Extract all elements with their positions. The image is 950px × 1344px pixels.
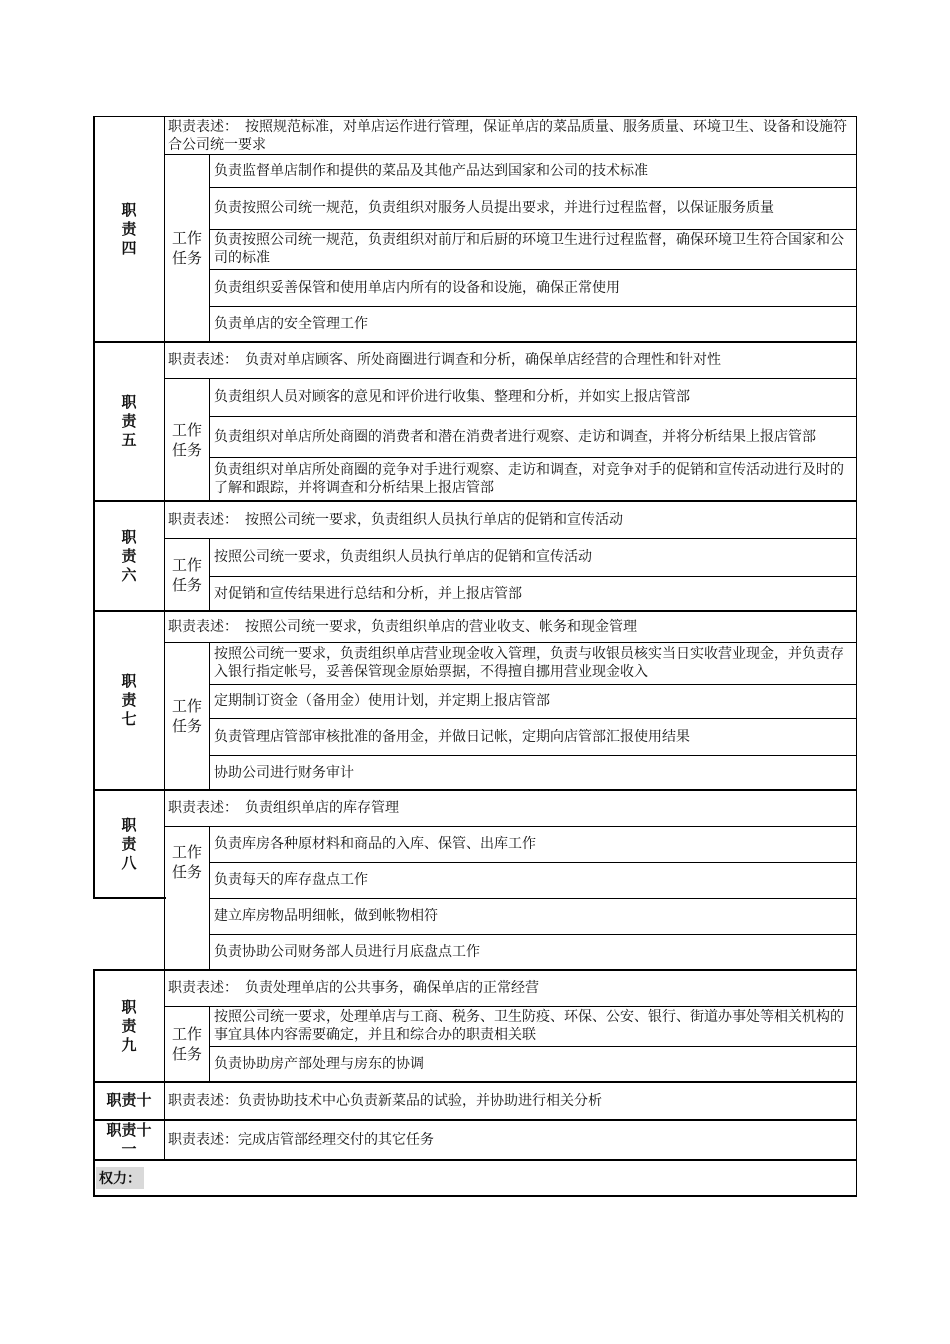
rule xyxy=(93,1195,857,1197)
task-item: 负责监督单店制作和提供的菜品及其他产品达到国家和公司的技术标准 xyxy=(214,162,648,179)
task-item: 按照公司统一要求，负责组织单店营业现金收入管理，负责与收银员核实当日实收营业现金，并负责存入银行指定帐号，妥善保管现金原始票据，不得擅自挪用营业现金收入 xyxy=(214,646,844,680)
rule xyxy=(209,154,210,342)
rule xyxy=(210,862,856,863)
task-item: 负责组织人员对顾客的意见和评价进行收集、整理和分析，并如实上报店管部 xyxy=(214,389,690,405)
task-label: 工作任务 xyxy=(171,555,202,594)
rule xyxy=(93,897,166,899)
task-item: 按照公司统一要求，负责组织人员执行单店的促销和宣传活动 xyxy=(214,549,592,565)
duty-statement: 职责表述： 负责组织单店的库存管理 xyxy=(168,800,399,816)
duty-statement: 职责表述： 按照公司统一要求，负责组织人员执行单店的促销和宣传活动 xyxy=(168,511,623,528)
task-item: 负责库房各种原材料和商品的入库、保管、出库工作 xyxy=(214,836,536,852)
task-item: 负责协助公司财务部人员进行月底盘点工作 xyxy=(214,944,480,960)
rule xyxy=(93,116,95,898)
power-label: 权力： xyxy=(96,1167,144,1189)
task-item: 负责管理店管部审核批准的备用金，并做日记帐，定期向店管部汇报使用结果 xyxy=(214,728,690,745)
task-label: 工作任务 xyxy=(171,420,202,459)
rule xyxy=(93,610,857,612)
task-label: 工作任务 xyxy=(171,697,202,735)
rule xyxy=(93,969,857,971)
duty-label: 职责七 xyxy=(121,672,137,728)
rule xyxy=(210,755,856,756)
rule xyxy=(210,416,856,417)
task-item: 负责协助房产部处理与房东的协调 xyxy=(214,1056,424,1072)
rule xyxy=(209,642,210,790)
rule xyxy=(164,826,856,827)
rule xyxy=(164,642,856,643)
power-row xyxy=(94,1160,856,1196)
task-item: 负责按照公司统一规范，负责组织对服务人员提出要求，并进行过程监督，以保证服务质量 xyxy=(214,200,774,216)
rule xyxy=(209,378,210,501)
rule xyxy=(209,538,210,611)
task-label: 工作任务 xyxy=(171,1025,202,1063)
duty-label: 职责四 xyxy=(121,201,137,257)
rule xyxy=(210,269,856,270)
rule xyxy=(93,1081,857,1083)
duty-label: 职责五 xyxy=(121,393,137,449)
task-item: 建立库房物品明细帐，做到帐物相符 xyxy=(214,908,438,924)
rule xyxy=(93,1159,857,1161)
rule xyxy=(93,1119,857,1121)
rule xyxy=(210,457,856,458)
task-item: 按照公司统一要求，处理单店与工商、税务、卫生防疫、环保、公安、银行、街道办事处等相关机构的事宜具体内容需要确定，并且和综合办的职责相关联 xyxy=(214,1009,844,1043)
rule xyxy=(210,229,856,230)
rule xyxy=(93,341,857,343)
rule xyxy=(210,684,856,685)
duty-statement: 职责表述： 负责处理单店的公共事务，确保单店的正常经营 xyxy=(168,980,539,996)
task-item: 对促销和宣传结果进行总结和分析，并上报店管部 xyxy=(214,585,522,602)
rule xyxy=(210,898,856,899)
rule xyxy=(164,1006,856,1007)
rule xyxy=(210,1046,856,1047)
rule xyxy=(210,934,856,935)
duty-label: 职责八 xyxy=(121,815,137,872)
duty-statement: 职责表述：完成店管部经理交付的其它任务 xyxy=(168,1132,434,1148)
task-item: 负责组织对单店所处商圈的竞争对手进行观察、走访和调查，对竞争对手的促销和宣传活动进行及时的了解和跟踪，并将调查和分析结果上报店管部 xyxy=(214,462,844,496)
rule xyxy=(856,116,857,1196)
rule xyxy=(93,116,857,117)
task-item: 定期制订资金（备用金）使用计划，并定期上报店管部 xyxy=(214,693,550,709)
rule xyxy=(210,187,856,188)
duty-statement: 职责表述： 按照公司统一要求，负责组织单店的营业收支、帐务和现金管理 xyxy=(168,618,637,635)
rule xyxy=(164,538,856,539)
task-item: 负责组织妥善保管和使用单店内所有的设备和设施，确保正常使用 xyxy=(214,279,620,296)
rule xyxy=(164,378,856,379)
rule xyxy=(93,500,857,502)
duty-label: 职责九 xyxy=(121,997,137,1054)
rule xyxy=(164,154,856,155)
task-item: 协助公司进行财务审计 xyxy=(214,764,354,781)
task-item: 负责单店的安全管理工作 xyxy=(214,316,368,332)
rule xyxy=(210,306,856,307)
rule xyxy=(209,1006,210,1082)
task-label: 工作任务 xyxy=(171,843,202,881)
rule xyxy=(93,970,95,1196)
task-item: 负责按照公司统一规范，负责组织对前厅和后厨的环境卫生进行过程监督，确保环境卫生符合国家和公司的标准 xyxy=(214,232,844,266)
duty-label: 职责十 xyxy=(106,1091,152,1109)
rule xyxy=(210,718,856,719)
rule xyxy=(210,576,856,577)
task-item: 负责每天的库存盘点工作 xyxy=(214,872,368,888)
duty-statement: 职责表述： 负责对单店顾客、所处商圈进行调查和分析，确保单店经营的合理性和针对性 xyxy=(168,352,721,368)
rule xyxy=(93,789,857,791)
duty-label: 职责六 xyxy=(121,527,137,584)
task-item: 负责组织对单店所处商圈的消费者和潜在消费者进行观察、走访和调查，并将分析结果上报店管部 xyxy=(214,428,816,445)
duty-statement: 职责表述：负责协助技术中心负责新菜品的试验，并协助进行相关分析 xyxy=(168,1092,602,1109)
duty-statement: 职责表述： 按照规范标准，对单店运作进行管理，保证单店的菜品质量、服务质量、环境卫生、设备和设施符合公司统一要求 xyxy=(168,118,847,153)
task-label: 工作任务 xyxy=(171,229,202,267)
duty-label: 职责十一 xyxy=(106,1121,152,1158)
rule xyxy=(164,116,165,1160)
